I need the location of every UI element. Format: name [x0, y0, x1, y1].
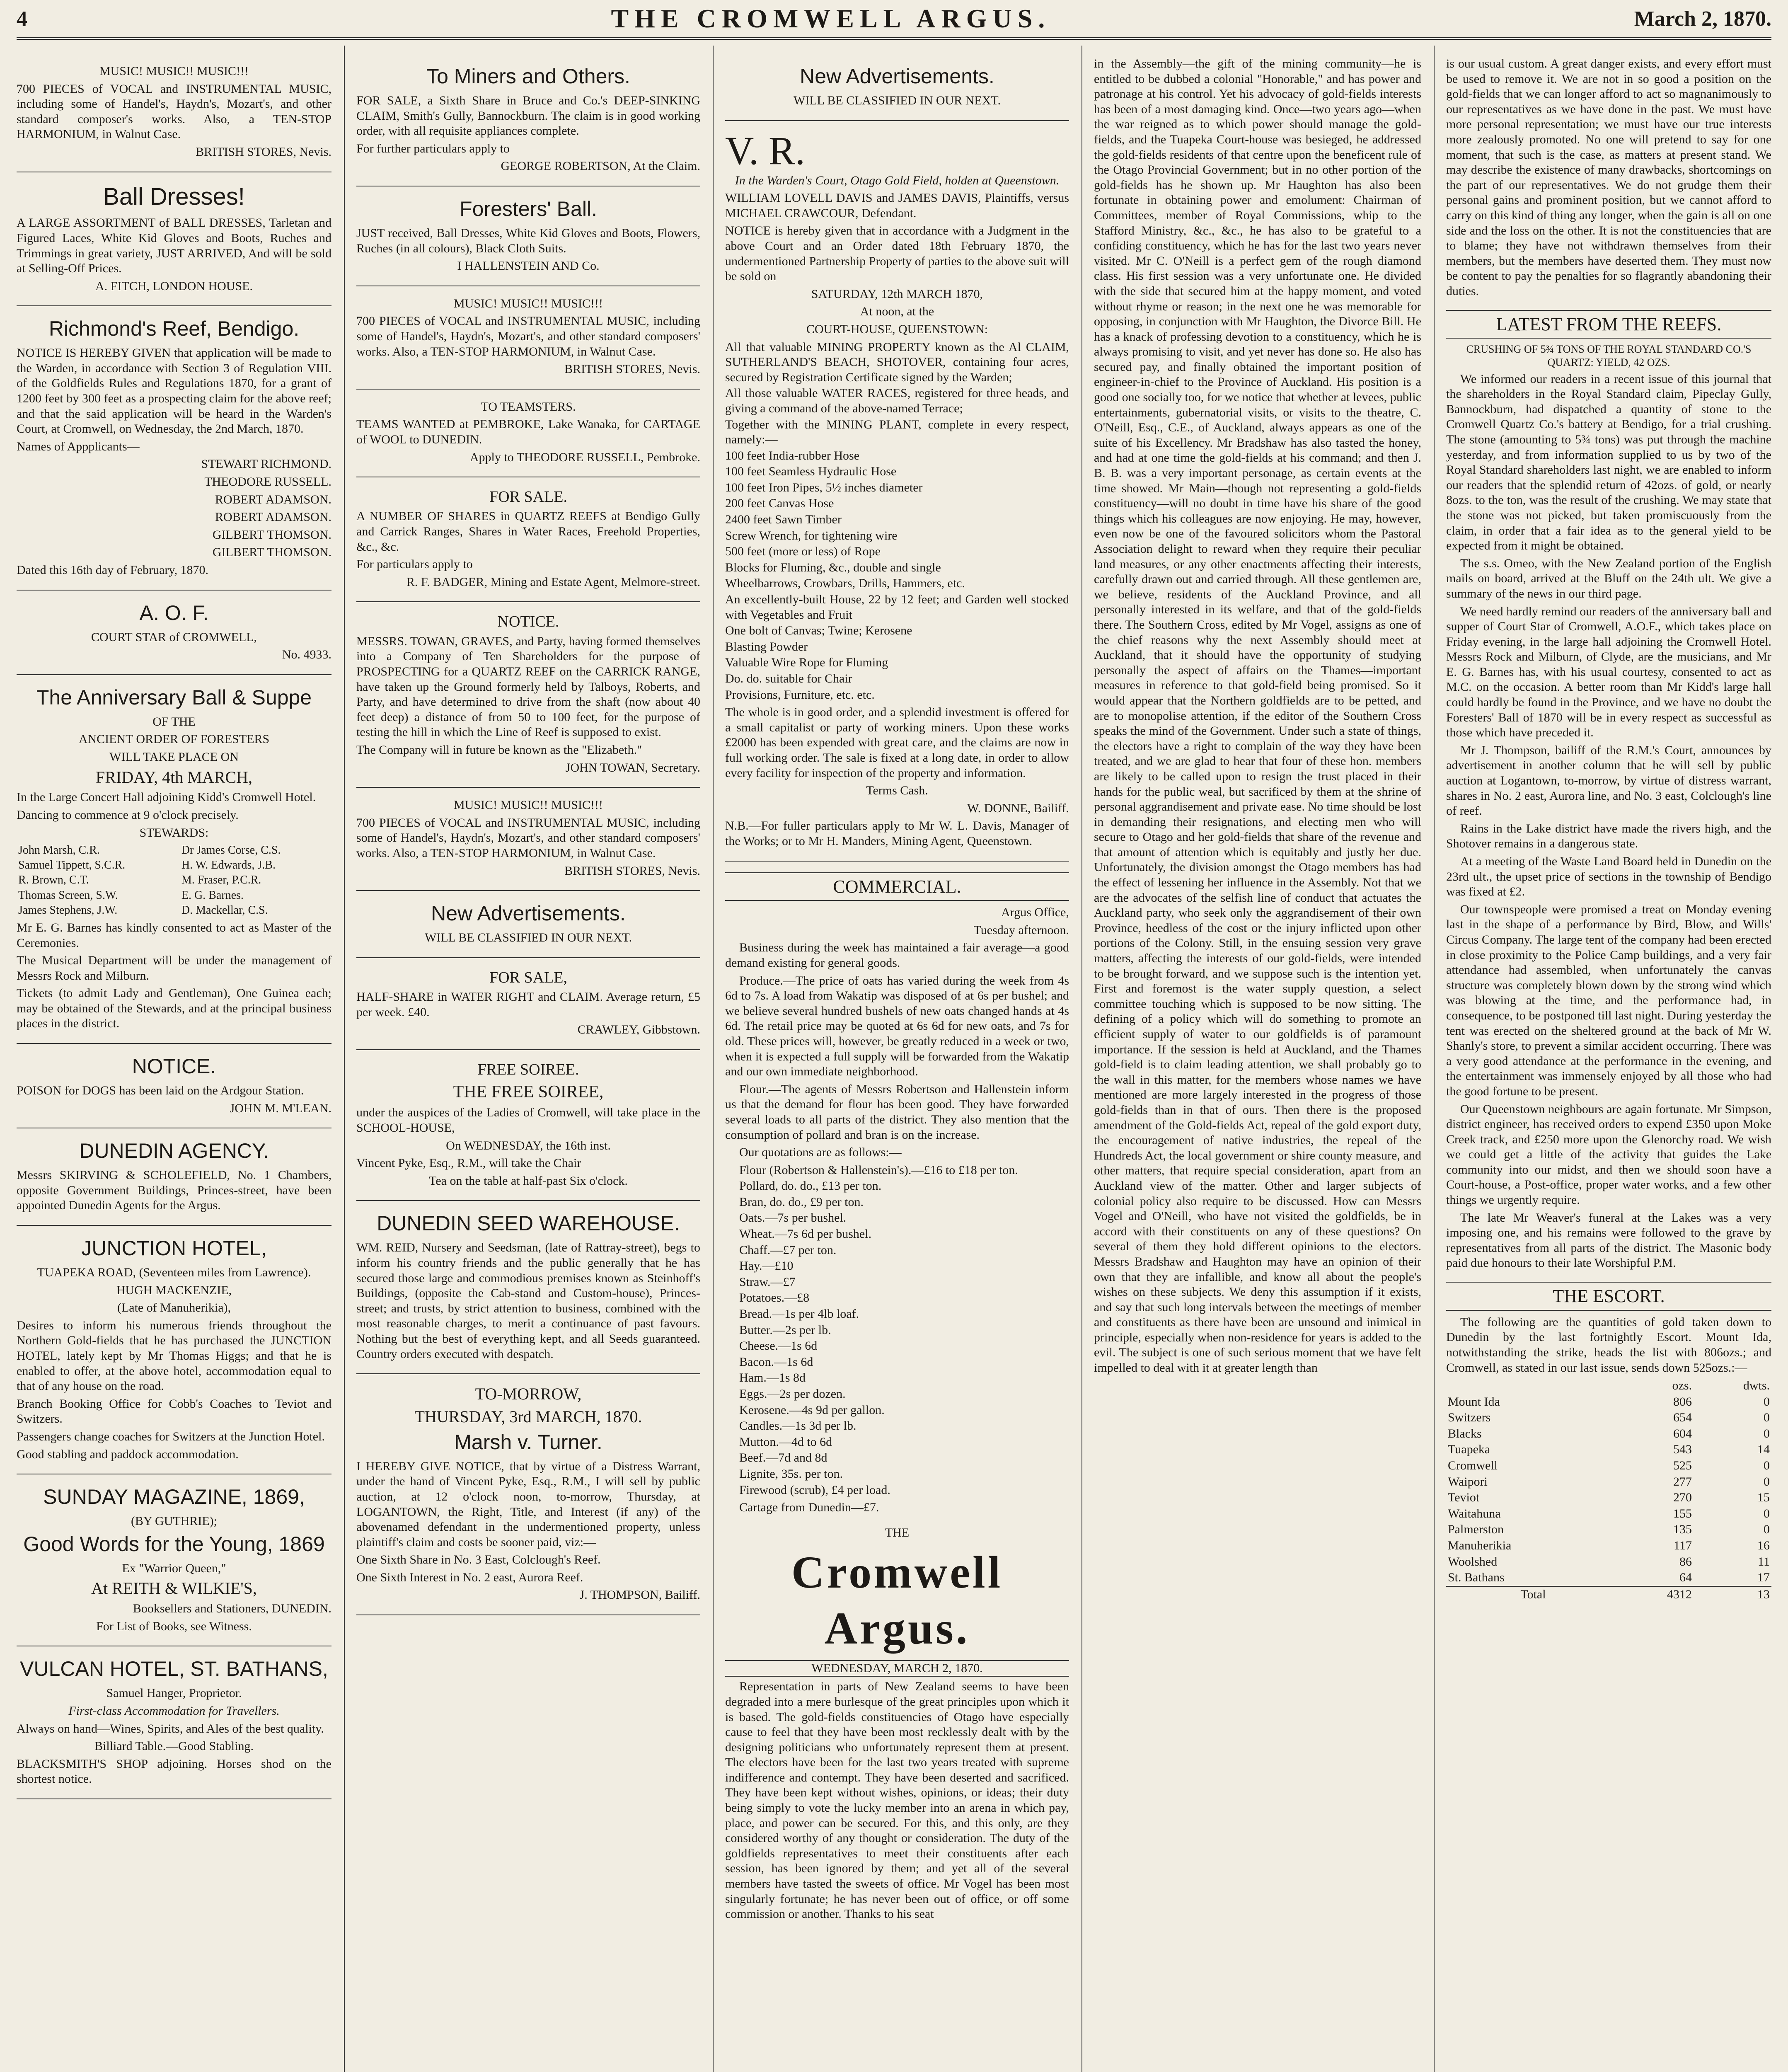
- ad-body: FOR SALE, a Sixth Share in Bruce and Co.'s DEEP-SINKING CLAIM, Smith's Gully, Bannockburn. The claim is in good working order, with all requisite appliances complete.: [356, 94, 700, 138]
- ad-heading: Richmond's Reef, Bendigo.: [48, 317, 300, 341]
- table-row: [1446, 1394, 1771, 1410]
- cell: 117: [1674, 1539, 1692, 1553]
- editorial-end: [1446, 56, 1771, 299]
- paragraph: Business during the week has maintained a fair average—a good demand existing for general goods.: [725, 941, 1069, 970]
- quotation: Bread.—1s per 4lb loaf.: [739, 1307, 859, 1321]
- applicant-name: ROBERT ADAMSON.: [215, 510, 331, 524]
- cell: 14: [1757, 1443, 1770, 1457]
- cell: Teviot: [1448, 1491, 1480, 1505]
- quotation: Lignite, 35s. per ton.: [739, 1467, 843, 1481]
- ad-heading: FREE SOIREE.: [477, 1060, 579, 1078]
- steward: D. Mackellar, C.S.: [181, 903, 268, 917]
- list-item: 2400 feet Sawn Timber: [725, 513, 842, 527]
- ad-text: Tuesday afternoon.: [973, 923, 1069, 937]
- list-item: One Sixth Interest in No. 2 east, Aurora Reef.: [356, 1570, 583, 1584]
- steward: M. Fraser, P.C.R.: [181, 874, 261, 887]
- news-item: The s.s. Omeo, with the New Zealand portion of the English mails on board, arrived at the Bluff on the 24th ult. We give a summary of the news in our third page.: [1446, 556, 1771, 600]
- quotation: Hay.—£10: [739, 1259, 794, 1273]
- quotation: Firewood (scrub), £4 per load.: [739, 1483, 890, 1497]
- quotation: Eggs.—2s per dozen.: [739, 1387, 846, 1401]
- applicant-name: THEODORE RUSSELL.: [204, 475, 331, 489]
- cell: Mount Ida: [1448, 1394, 1500, 1409]
- quotation: Kerosene.—4s 9d per gallon.: [739, 1403, 885, 1417]
- music-ad-2: [356, 286, 700, 390]
- list-item: Valuable Wire Rope for Fluming: [725, 656, 888, 670]
- table-row: [1446, 1426, 1771, 1442]
- cell: 0: [1764, 1506, 1770, 1520]
- cell: 0: [1764, 1394, 1770, 1409]
- page-number: 4: [17, 7, 27, 31]
- paragraph: The following are the quantities of gold taken down to Dunedin by the last fortnightly Escort. Mount Ida, notwithstanding the strike, heads the list with 806ozs.; and Cromwell, as stated in our last issue, sends down 525ozs.:—: [1446, 1315, 1771, 1375]
- column-5: [1446, 54, 1771, 2072]
- cell: 270: [1673, 1491, 1692, 1505]
- list-item: 100 feet Iron Pipes, 5½ inches diameter: [725, 480, 923, 494]
- ad-signature: BRITISH STORES, Nevis.: [564, 864, 700, 878]
- list-item: Blocks for Fluming, &c., double and single: [725, 560, 941, 574]
- section-subheading: CRUSHING OF 5¾ TONS OF THE ROYAL STANDARD CO.'S QUARTZ: YIELD, 42 OZS.: [1466, 343, 1752, 368]
- section-subheading: WILL BE CLASSIFIED IN OUR NEXT.: [425, 931, 632, 945]
- quotation: Chaff.—£7 per ton.: [739, 1243, 837, 1257]
- cell: Cromwell: [1448, 1459, 1498, 1473]
- music-ad-3: [356, 788, 700, 891]
- section-heading: New Advertisements.: [431, 902, 626, 925]
- paragraph: Our quotations are as follows:—: [739, 1145, 902, 1159]
- steward: John Marsh, C.R.: [18, 844, 100, 857]
- ad-heading: DUNEDIN AGENCY.: [79, 1139, 269, 1163]
- column-1: [17, 54, 331, 2072]
- cell: 17: [1757, 1571, 1770, 1585]
- cell: Waitahuna: [1448, 1506, 1501, 1520]
- ad-heading: Marsh v. Turner.: [454, 1430, 602, 1454]
- table-row: [1446, 1522, 1771, 1538]
- ad-text: WILLIAM LOVELL DAVIS and JAMES DAVIS, Plaintiffs, versus MICHAEL CRAWCOUR, Defendant.: [725, 191, 1069, 220]
- music-ad: [17, 54, 331, 172]
- miners-ad: [356, 54, 700, 186]
- quotation: Straw.—£7: [739, 1275, 796, 1289]
- cell: 155: [1673, 1506, 1692, 1520]
- ad-date: SATURDAY, 12th MARCH 1870,: [811, 287, 983, 301]
- list-item: 100 feet Seamless Hydraulic Hose: [725, 465, 897, 479]
- ad-heading: NOTICE.: [497, 613, 559, 631]
- table-row: [1446, 1490, 1771, 1506]
- list-item: Provisions, Furniture, etc. etc.: [725, 687, 875, 702]
- news-item: Our Queenstown neighbours are again fortunate. Mr Simpson, district engineer, has received orders to expend £350 upon Moke Creek track, and £250 more upon the Glenorchy road. We wish we could get a little of the activity that guides the Lake community into our midst, and then we should soon have a Court-house, a Post-office, proper water works, and a few other things we urgently require.: [1446, 1102, 1771, 1207]
- towan-notice-ad: [356, 602, 700, 788]
- table-row: [1446, 1538, 1771, 1554]
- paragraph: We informed our readers in a recent issue of this journal that the shareholders in the Royal Standard claim, Pipeclay Gully, Bannockburn, had dispatched a quantity of stone to the Cromwell Quartz Co.'s battery at Bendigo, for a trial crushing. The stone (amounting to 5¾ tons) was put through the machine yesterday, and from information supplied to us by two of the Royal Standard shareholders last night, we are enabled to inform our readers that the splendid return of 42ozs. of gold, or nearly 8ozs. to the ton, was the result of the crushing. We may state that the stone was not picked, but taken promiscuously from the claim, in order that a fair idea as to the general yield to be expected from it might be obtained.: [1446, 372, 1771, 553]
- quotation: Candles.—1s 3d per lb.: [739, 1419, 856, 1433]
- ad-body: JUST received, Ball Dresses, White Kid Gloves and Boots, Flowers, Ruches (in all colours), Black Cloth Suits.: [356, 226, 700, 255]
- cell: Woolshed: [1448, 1554, 1498, 1569]
- steward: Samuel Tippett, S.C.R.: [18, 859, 126, 872]
- ad-body: NOTICE is hereby given that in accordance with a Judgment in the above Court and an Order dated 18th February 1870, the undermentioned Partnership Property of parties to the above suit will be sold on: [725, 224, 1069, 283]
- table-row: [1446, 1506, 1771, 1522]
- list-item: One Sixth Share in No. 3 East, Colclough's Reef.: [356, 1553, 601, 1567]
- books-ad: [17, 1474, 331, 1646]
- ad-heading: TO TEAMSTERS.: [481, 399, 576, 414]
- quotation: Cheese.—1s 6d: [739, 1339, 818, 1353]
- quotation: Bran, do. do., £9 per ton.: [739, 1195, 864, 1209]
- cell: St. Bathans: [1448, 1571, 1505, 1585]
- ad-number: No. 4933.: [282, 648, 331, 662]
- editorial-paragraph: in the Assembly—the gift of the mining community—he is entitled to be dubbed a colonial "Honorable," and has power and patronage at his control. Yet his advocacy of gold-fields interests has been of a most damaging kind. Once—two years ago—when the war reigned as to which power should manage the gold-fields, and the Tuapeka Court-house was besieged, he addressed the gold-fields residents of that centre upon the beneficent rule of the Otago Provincial Government; but in no other portion of the gold-fields has he shown up. Mr Haughton has also been fortunate in obtaining power and emolument: Chairman of Committees, member of Royal Commissions, whip to the Stafford Ministry, &c., &c., he has also to be grateful to a confiding constituency, which he has for the last two years never visited. Mr C. O'Neill is a perfect gem of the rough diamond class. His first session was a very unfortunate one. He divided with the side that secured him at the happy moment, and voted without rhyme or reason; in the next one he was memorable for opposing, in conjunction with Mr Haughton, the Divorce Bill. He has a knack of professing devotion to a constituency, which he is always promising to visit, and yet never has done so. He also has secured pay, and finally obtained the important position of engineer-in-chief to the Province of Auckland. His position is a good one socially too, for we notice that whether at levees, public entertainments, gubernatorial visits, or visits to the theatre, C. O'Neill, Esq., C.E., of Auckland, always appears as one of the suite of his Excellency. Mr Bradshaw has also tasted the honey, and had at one time the gold-fields at his command; and then J. B. B. was a very important personage, as certain events at the time showed. Mr Main—though not representing a gold-fields constituency—will no doubt in time have his share of the good things which his colleagues are now enjoying. He may, however, even now be one of the favoured solicitors whom the Pastoral Association delight to reward when they require their peculiar land measures, or any other enactments affecting their interests, carefully drawn out and carried through. All these gentlemen are, we believe, residents of the Auckland Province, and all personally interested in its welfare, and that of the gold-fields there. The Southern Cross, edited by Mr Vogel, assigns as one of the chief reasons why the next Assembly should meet at Auckland, that it should have the opportunity of studying personally the aspect of affairs on the Thames—important measures in reference to that gold-field being promised. So it would appear that the Northern goldfields are to be petted, and are to monopolise attention, if the editor of the Southern Cross speaks the mind of the Government. Under such a state of things, the electors have a right to complain of the way they have been treated, and we are glad to hear that four of these hon. members are likely to be called upon to resign the trust placed in their hands for the public weal, but sacrificed by them at the shrine of personal aggrandisement and private ease. No time should be lost in demanding their resignations, and electing men who will secure to Otago and her gold-fields that share of the revenue and that amount of attention which is equitably and justly her due. Unfortunately, the division amongst the Otago members has had the effect of lessening her influence in the Assembly. Not that we are the advocates of the selfish line of conduct that actuates the Auckland party, who seek only the aggrandisement of their own Province, heedless of the cost or the injury inflicted upon other portions of the Colony. Still, in the ensuing session very grave matters, affecting the interests of our gold-fields, were intended to be brought forward, and we suppose such is the intention yet. First and foremost is the water supply question, a select committee touching which is supposed to be now sitting. The defining of a policy which will do something to promote an efficient supply of water to our goldfields is of paramount importance. If the session is held at Auckland, and the Thames gold-field is to claim leading attention, we shall probably go to the wall in this matter, for the members whose names we have mentioned are more largely interested in the progress of those gold-fields than in that of ours. Then there is the proposed amendment of the Gold-fields Act, repeal of the gold export duty, the encouragement of native industries, the repeal of the Hundreds Act, the local government or shire county measure, and other matters, that require special consideration, apart from an Auckland view of the matter. Other and larger subjects of colonial policy also require to be discussed. How can Messrs Vogel and O'Neill, who have not visited the goldfields, be in accord with their constituents on any of these questions? On several of them they hold different opinions to the electors. Messrs Bradshaw and Haughton may have an opinion of their own that they are infallible, and know all about the people's wishes on these subjects. We deny this assumption if it exists, and say that such long intervals between the meetings of member and constituents as there have been are unsound and inimical in principle, especially when non-residence for years is added to the evil. The subject is one of such serious moment that we have felt impelled to deal with it at greater length than: [1094, 57, 1421, 1375]
- cell: 15: [1757, 1491, 1770, 1505]
- ad-text: COURT-HOUSE, QUEENSTOWN:: [806, 322, 988, 336]
- ad-heading: Foresters' Ball.: [460, 197, 597, 220]
- news-item: Our townspeople were promised a treat on Monday evening last in the shape of a performance by Bird, Blow, and Wills' Circus Company. The large tent of the company had been erected in close proximity to the Police Camp buildings, and a very fair attendance had assembled, when unfortunately the canvas structure was completely blown down by the strong wind which was blowing at the time, and the performance had, in consequence, to be postponed till last night. During yesterday the tent was erected on the sheltered ground at the back of Mr W. Shanly's store, to prevent a similar accident occurring. There was a very good attendance at the performance in the evening, and the entertainment was immensely enjoyed by all those who had the good fortune to be present.: [1446, 902, 1771, 1098]
- news-items: [1446, 556, 1771, 1271]
- cell: 0: [1764, 1474, 1770, 1489]
- ad-text: Always on hand—Wines, Spirits, and Ales of the best quality.: [17, 1721, 324, 1736]
- cell: 11: [1758, 1554, 1770, 1569]
- section-heading: New Advertisements.: [800, 65, 994, 88]
- ad-heading: FOR SALE,: [489, 968, 567, 986]
- quotation: Potatoes.—£8: [739, 1291, 810, 1305]
- ad-text: Vincent Pyke, Esq., R.M., will take the Chair: [356, 1156, 581, 1170]
- column-3: [725, 54, 1069, 2072]
- reefs-article: [1446, 310, 1771, 554]
- ad-signature: BRITISH STORES, Nevis.: [564, 362, 700, 376]
- table-row: [1446, 1554, 1771, 1570]
- junction-hotel-ad: [17, 1226, 331, 1474]
- ad-heading: TO-MORROW,: [475, 1385, 582, 1404]
- ad-text: Mr E. G. Barnes has kindly consented to act as Master of the Ceremonies.: [17, 920, 331, 950]
- steward: E. G. Barnes.: [181, 888, 244, 902]
- applicant-name: ROBERT ADAMSON.: [215, 492, 331, 506]
- column-rule: [713, 46, 714, 2072]
- ad-text: First-class Accommodation for Travellers.: [68, 1704, 280, 1718]
- steward: James Stephens, J.W.: [18, 903, 118, 917]
- cell: 543: [1673, 1443, 1692, 1457]
- ad-text: (Late of Manuherikia),: [117, 1301, 231, 1315]
- ad-subheading: In the Warden's Court, Otago Gold Field, holden at Queenstown.: [735, 173, 1060, 187]
- property-list: [725, 340, 1069, 703]
- ad-heading: Ball Dresses!: [103, 183, 245, 210]
- ad-text: At noon, at the: [860, 305, 934, 319]
- ad-text: N.B.—For fuller particulars apply to Mr W. L. Davis, Manager of the Works; or to Mr H. Manders, Mining Agent, Queenstown.: [725, 819, 1069, 848]
- ad-owner: Samuel Hanger, Proprietor.: [106, 1686, 242, 1700]
- cell: 0: [1764, 1459, 1770, 1473]
- applicant-name: STEWART RICHMOND.: [201, 457, 331, 471]
- ad-heading: MUSIC! MUSIC!! MUSIC!!!: [453, 798, 603, 812]
- news-item: At a meeting of the Waste Land Board held in Dunedin on the 23rd ult., the upset price of sections in the township of Bendigo was fixed at £2.: [1446, 854, 1771, 899]
- ad-text: The Company will in future be known as the "Elizabeth.": [356, 743, 642, 757]
- column-rule: [1434, 46, 1435, 2072]
- list-item: An excellently-built House, 22 by 12 feet; and Garden well stocked with Vegetables and Fruit: [725, 593, 1069, 622]
- cell: 654: [1673, 1411, 1692, 1425]
- cell: 4312: [1667, 1587, 1692, 1601]
- cell: Switzers: [1448, 1411, 1491, 1425]
- table-row: [1446, 1442, 1771, 1458]
- ball-dresses-ad: [17, 172, 331, 307]
- editorial-continued: [1094, 56, 1421, 1376]
- new-ads-heading: [725, 54, 1069, 121]
- ad-subheading: THE FREE SOIREE,: [453, 1082, 604, 1102]
- ad-signature: CRAWLEY, Gibbstown.: [577, 1023, 700, 1037]
- ad-heading: VULCAN HOTEL, ST. BATHANS,: [20, 1657, 328, 1681]
- ad-text: BLACKSMITH'S SHOP adjoining. Horses shod on the shortest notice.: [17, 1757, 331, 1786]
- ad-text: Terms Cash.: [866, 784, 928, 798]
- ad-heading: MUSIC! MUSIC!! MUSIC!!!: [453, 296, 603, 310]
- cell: Manuherikia: [1448, 1539, 1512, 1553]
- ad-text: Booksellers and Stationers, DUNEDIN.: [133, 1602, 331, 1616]
- shares-for-sale-ad: [356, 477, 700, 602]
- quotation: Flour (Robertson & Hallenstein's).—£16 to £18 per ton.: [739, 1163, 1018, 1177]
- ad-heading: To Miners and Others.: [426, 65, 630, 88]
- list-item: Wheelbarrows, Crowbars, Drills, Hammers, etc.: [725, 576, 965, 591]
- ad-signature: Apply to THEODORE RUSSELL, Pembroke.: [469, 450, 700, 464]
- table-header: [1446, 1378, 1771, 1394]
- table-row: [1446, 1458, 1771, 1474]
- ad-text: For further particulars apply to: [356, 141, 510, 155]
- table-total: [1446, 1586, 1771, 1603]
- ad-signature: A. FITCH, LONDON HOUSE.: [95, 279, 253, 293]
- court-sale-ad: [725, 121, 1069, 862]
- section-subheading: WILL BE CLASSIFIED IN OUR NEXT.: [794, 94, 1001, 107]
- teamsters-ad: [356, 390, 700, 477]
- ad-text: The whole is in good order, and a splendid investment is offered for a small capitalist or party of working miners. Upon these works £2000 has been expended with great care, and the claims are now in full working order. The sale is fixed at a long date, in order to allow every facility for inspection of the property and information.: [725, 705, 1069, 780]
- ad-body: 700 PIECES of VOCAL and INSTRUMENTAL MUSIC, including some of Handel's, Haydn's, Mozart's, and other standard composer's works. Also, a TEN-STOP HARMONIUM, in Walnut Case.: [17, 82, 331, 141]
- paragraph: Cartage from Dunedin—£7.: [739, 1501, 879, 1515]
- quotation: Butter.—2s per lb.: [739, 1323, 831, 1337]
- ad-heading: NOTICE.: [132, 1055, 216, 1078]
- quotations-list: [725, 1163, 1069, 1498]
- list-item: Together with the MINING PLANT, complete in every respect, namely:—: [725, 417, 1069, 447]
- seed-warehouse-ad: [356, 1201, 700, 1374]
- ad-signature: R. F. BADGER, Mining and Estate Agent, Melmore-street.: [406, 575, 700, 589]
- ad-heading: A. O. F.: [139, 601, 209, 625]
- list-item: 200 feet Canvas Hose: [725, 496, 834, 511]
- ad-body: Messrs SKIRVING & SCHOLEFIELD, No. 1 Chambers, opposite Government Buildings, Princes-street, have been appointed Dunedin Agents for the Argus.: [17, 1168, 331, 1213]
- news-item: The late Mr Weaver's funeral at the Lakes was a very imposing one, and his remains were followed to the grave by representatives from all parts of the district. The Masonic body paid due honours to their late Worshipful P.M.: [1446, 1210, 1771, 1270]
- section-heading: THE ESCORT.: [1446, 1282, 1771, 1311]
- section-heading: COMMERCIAL.: [725, 872, 1069, 901]
- ad-body: NOTICE IS HEREBY GIVEN that application will be made to the Warden, in accordance with Section 3 of Regulation VIII. of the Goldfields Rules and Regulations 1870, for a grant of 1200 feet by 300 feet as a prospecting claim for the above reef; and that the said application will be heard in the Warden's Court, at Cromwell, on Wednesday, the 2nd March, 1870.: [17, 346, 331, 436]
- quotation: Mutton.—4d to 6d: [739, 1435, 832, 1449]
- cell: 86: [1679, 1554, 1692, 1569]
- list-item: Screw Wrench, for tightening wire: [725, 528, 898, 542]
- masthead-title: THE CROMWELL ARGUS.: [611, 4, 1051, 33]
- quotation: Oats.—7s per bushel.: [739, 1211, 847, 1225]
- quotation: Wheat.—7s 6d per bushel.: [739, 1227, 872, 1241]
- ad-signature: JOHN M. M'LEAN.: [230, 1101, 331, 1115]
- ad-body: A LARGE ASSORTMENT of BALL DRESSES, Tarletan and Figured Laces, White Kid Gloves and Boots, Ruches and Trimmings in great variety, JUST ARRIVED, And will be sold at Selling-Off Prices.: [17, 216, 331, 276]
- list-item: 500 feet (more or less) of Rope: [725, 545, 881, 559]
- ad-text: Branch Booking Office for Cobb's Coaches to Teviot and Switzers.: [17, 1397, 331, 1426]
- table-row: [1446, 1410, 1771, 1426]
- quotation: Ham.—1s 8d: [739, 1371, 806, 1385]
- column-2: [356, 54, 700, 2072]
- ad-subheading: TUAPEKA ROAD, (Seventeen miles from Lawrence).: [37, 1266, 311, 1280]
- ad-text: Argus Office,: [1001, 905, 1069, 920]
- stewards-table: [17, 843, 331, 918]
- court-star-ad: [17, 591, 331, 675]
- ad-body: MESSRS. TOWAN, GRAVES, and Party, having formed themselves into a Company of Ten Shareholders for the purpose of PROSPECTING for a QUARTZ REEF on the CARRICK RANGE, have taken up the Ground formerly held by Talboys, Roberts, and Party, and have determined to drive from the shaft (now about 40 feet deep) a distance of from 50 to 100 feet, for the purpose of testing the hill in which the Line of Reef is supposed to exist.: [356, 634, 700, 739]
- ad-body: 700 PIECES of VOCAL and INSTRUMENTAL MUSIC, including some of Handel's, Haydn's, Mozart's, and other standard composers' works. Also, a TEN-STOP HARMONIUM, in Walnut Case.: [356, 314, 700, 358]
- half-share-ad: [356, 958, 700, 1050]
- ad-text: OF THE: [152, 714, 196, 729]
- free-soiree-ad: [356, 1050, 700, 1201]
- ad-owner: HUGH MACKENZIE,: [116, 1283, 232, 1297]
- paper-title-the: THE: [885, 1525, 910, 1539]
- cell: Tuapeka: [1448, 1443, 1490, 1457]
- column-header: ozs.: [1672, 1379, 1692, 1393]
- commercial-section: [725, 872, 1069, 1515]
- cell: 0: [1764, 1411, 1770, 1425]
- ad-body: A NUMBER OF SHARES in QUARTZ REEFS at Bendigo Gully and Carrick Ranges, Shares in Water Races, Freehold Properties, &c., &c.: [356, 509, 700, 554]
- news-item: We need hardly remind our readers of the anniversary ball and supper of Court Star of Cromwell, A.O.F., which takes place on Friday evening, in the large hall adjoining the Cromwell Hotel. Messrs Rock and Milburn, of Clyde, are the musicians, and Mr E. G. Barnes has, with his usual courtesy, consented to act as M.C. on the occasion. A better room than Mr Kidd's large hall could hardly be found in the Province, and we have no doubt the Foresters' Ball of 1870 will be in every respect as successful as those which have preceded it.: [1446, 604, 1771, 740]
- quotation: Bacon.—1s 6d: [739, 1355, 813, 1369]
- ad-text: Tea on the table at half-past Six o'clock.: [429, 1174, 628, 1188]
- ad-text: At REITH & WILKIE'S,: [91, 1579, 257, 1598]
- ad-body: under the auspices of the Ladies of Cromwell, will take place in the SCHOOL-HOUSE,: [356, 1106, 700, 1135]
- ad-signature: BRITISH STORES, Nevis.: [196, 145, 331, 159]
- dunedin-agency-ad: [17, 1128, 331, 1226]
- ad-body: HALF-SHARE in WATER RIGHT and CLAIM. Average return, £5 per week. £40.: [356, 990, 700, 1019]
- cell: Blacks: [1448, 1426, 1482, 1440]
- column-header: dwts.: [1743, 1379, 1770, 1393]
- foresters-ball-ad: [356, 186, 700, 286]
- masthead-date: March 2, 1870.: [1634, 7, 1771, 31]
- ad-text: For List of Books, see Witness.: [96, 1619, 252, 1633]
- list-item: Do. do. suitable for Chair: [725, 672, 852, 685]
- cell: 806: [1673, 1394, 1692, 1409]
- ad-text: ANCIENT ORDER OF FORESTERS: [78, 732, 270, 746]
- masthead: [17, 0, 1771, 40]
- ad-date: On WEDNESDAY, the 16th inst.: [446, 1138, 611, 1152]
- applicant-name: GILBERT THOMSON.: [212, 528, 331, 542]
- ad-signature: I HALLENSTEIN AND Co.: [457, 259, 600, 273]
- paper-date: WEDNESDAY, MARCH 2, 1870.: [725, 1660, 1069, 1677]
- ad-body: WM. REID, Nursery and Seedsman, (late of Rattray-street), begs to inform his country friends and the public generally that he has secured those large and commodious premises known as Steinhoff's Buildings, (opposite the Cab-stand and Custom-house), Princes-street; and trusts, by strict attention to business, combined with the most reasonable charges, to merit a continuance of past favours. Nothing but the best of everything kept, and all Seeds guaranteed. Country orders executed with despatch.: [356, 1241, 700, 1361]
- escort-table: [1446, 1378, 1771, 1602]
- ad-text: Passengers change coaches for Switzers at the Junction Hotel.: [17, 1429, 325, 1443]
- list-item: All those valuable WATER RACES, registered for three heads, and giving a command of the above-named Terrace;: [725, 386, 1069, 415]
- anniversary-ball-ad: [17, 675, 331, 1044]
- cell: 13: [1757, 1587, 1770, 1601]
- list-item: One bolt of Canvas; Twine; Kerosene: [725, 624, 912, 638]
- ad-text: In the Large Concert Hall adjoining Kidd's Cromwell Hotel.: [17, 790, 316, 804]
- new-ads-heading: [356, 891, 700, 958]
- ad-text: Ex "Warrior Queen,": [122, 1561, 226, 1575]
- cell: 64: [1679, 1571, 1692, 1585]
- cell: 16: [1757, 1539, 1770, 1553]
- ad-heading: SUNDAY MAGAZINE, 1869,: [43, 1485, 305, 1509]
- ad-text: Billiard Table.—Good Stabling.: [94, 1739, 254, 1753]
- ad-text: (BY GUTHRIE);: [131, 1514, 218, 1528]
- ad-body: Desires to inform his numerous friends throughout the Northern Gold-fields that he has purchased the JUNCTION HOTEL, lately kept by Mr Thomas Higgs; and that he is enabled to offer, at the above hotel, accommodation equal to that of any house on the road.: [17, 1318, 331, 1393]
- cell: Waipori: [1448, 1474, 1488, 1489]
- ad-text: The Musical Department will be under the management of Messrs Rock and Milburn.: [17, 954, 331, 983]
- steward: Thomas Screen, S.W.: [18, 888, 118, 902]
- cell: 135: [1673, 1523, 1692, 1537]
- poison-notice-ad: [17, 1044, 331, 1128]
- ad-signature: J. THOMPSON, Bailiff.: [579, 1588, 700, 1602]
- steward: H. W. Edwards, J.B.: [181, 859, 276, 872]
- ad-label: Names of Appplicants—: [17, 439, 140, 453]
- ad-text: Dancing to commence at 9 o'clock precisely.: [17, 808, 239, 822]
- ad-date: THURSDAY, 3rd MARCH, 1870.: [414, 1407, 642, 1426]
- cell: 0: [1764, 1523, 1770, 1537]
- ad-signature: W. DONNE, Bailiff.: [967, 801, 1069, 815]
- cell: 0: [1764, 1426, 1770, 1440]
- ad-date: Dated this 16th day of February, 1870.: [17, 563, 208, 577]
- ad-subheading: COURT STAR of CROMWELL,: [91, 630, 257, 644]
- news-item: Rains in the Lake district have made the rivers high, and the Shotover remains in a dangerous state.: [1446, 821, 1771, 851]
- cell: 604: [1673, 1426, 1692, 1440]
- ad-text: WILL TAKE PLACE ON: [109, 750, 239, 764]
- escort-article: [1446, 1282, 1771, 1602]
- cell: Total: [1520, 1587, 1546, 1601]
- ad-body: TEAMS WANTED at PEMBROKE, Lake Wanaka, for CARTAGE of WOOL to DUNEDIN.: [356, 417, 700, 446]
- list-item: Blasting Powder: [725, 639, 808, 654]
- quotation: Beef.—7d and 8d: [739, 1451, 827, 1465]
- paper-title: Cromwell Argus.: [791, 1547, 1003, 1653]
- applicant-name: GILBERT THOMSON.: [212, 545, 331, 559]
- richmonds-reef-ad: [17, 306, 331, 590]
- stewards-label: STEWARDS:: [139, 825, 209, 840]
- ad-signature: JOHN TOWAN, Secretary.: [565, 760, 700, 775]
- cell: Palmerston: [1448, 1523, 1504, 1537]
- column-rule: [344, 46, 345, 2072]
- paragraph: Produce.—The price of oats has varied during the week from 4s 6d to 7s. A load from Wakatip was disposed of at 6s per bushel; and we believe several hundred bushels of new oats changed hands at 4s 6d. The retail price may be quoted at 6s 6d for new oats, and 7s for old. These prices will, however, be greatly reduced in a week or two, when it is expected a full supply will be forwarded from the Wakatip and our own immediate neighborhood.: [725, 973, 1069, 1079]
- ad-heading: JUNCTION HOTEL,: [81, 1237, 267, 1260]
- ad-date: FRIDAY, 4th MARCH,: [96, 767, 252, 787]
- ad-heading: FOR SALE.: [489, 488, 567, 506]
- paragraph: Flour.—The agents of Messrs Robertson and Hallenstein inform us that the demand for flour has been good. They have forwarded several loads to all parts of the district. They also mention that the consumption of pollard and bran is on the increase.: [725, 1082, 1069, 1142]
- news-item: Mr J. Thompson, bailiff of the R.M.'s Court, announces by advertisement in another column that he will sell by public auction at Logantown, to-morrow, by virtue of distress warrant, shares in No. 2 east, Aurora line, and No. 3 east, Colclough's line of reef.: [1446, 743, 1771, 818]
- steward: Dr James Corse, C.S.: [181, 844, 281, 857]
- quotation: Pollard, do. do., £13 per ton.: [739, 1179, 882, 1193]
- section-heading: LATEST FROM THE REEFS.: [1446, 310, 1771, 339]
- ad-body: I HEREBY GIVE NOTICE, that by virtue of a Distress Warrant, under the hand of Vincent Pyke, Esq., R.M., I will sell by public auction, at 12 o'clock noon, to-morrow, Thursday, at LOGANTOWN, the Right, Title, and Interest (if any) of the abovenamed defendant in the undermentioned property, unless plaintiff's claim and costs be sooner paid, viz:—: [356, 1459, 700, 1549]
- ad-text: For particulars apply to: [356, 557, 473, 571]
- ad-signature: GEORGE ROBERTSON, At the Claim.: [501, 159, 700, 173]
- table-row: [1446, 1570, 1771, 1586]
- table-row: [1446, 1474, 1771, 1490]
- ad-text: Good stabling and paddock accommodation.: [17, 1447, 239, 1461]
- ad-body: POISON for DOGS has been laid on the Ardgour Station.: [17, 1084, 304, 1098]
- ad-heading: MUSIC! MUSIC!! MUSIC!!!: [99, 64, 249, 78]
- editorial-paragraph: is our usual custom. A great danger exists, and every effort must be used to remove it. We are not in so good a position on the gold-fields that we can longer afford to act so magnanimously to our representatives as we have done in the past. We must have more personal representation; we must have our true interests more zealously promoted. No one will pretend to say for one moment, that such is the case, as matters at present stand. We may describe the existence of many drawbacks, shortcomings on the part of our representatives. We do not grudge them their personal gains and prominent position, but we cannot afford to carry on this kind of thing any longer, when the gain is all on one side and the loss on the other. It is not the constituencies that are to blame; they have not withdrawn themselves from their members, but the members have deserted them. They must now be content to pay the penalties for so flagrantly abandoning their duties.: [1446, 57, 1771, 298]
- ad-heading: DUNEDIN SEED WAREHOUSE.: [377, 1212, 680, 1235]
- editorial-paragraph: Representation in parts of New Zealand seems to have been degraded into a mere burlesque of the great principles upon which it is based. The gold-fields constituencies of Otago have especially cause to feel that they have been most recklessly dealt with by the designing politicians who unfortunately represent them at present. The electors have been for the last two years treated with supreme indifference and contempt. They have been deserted and sacrificed. They have been kept without wishes, opinions, or ideas; their duty being simply to vote the lucky member into an arena in which pay, place, and power can be secured. For this, and this only, are they considered worthy of any thought or consideration. The duty of the goldfields representatives to meet their constituents after each session, has been ignored by them; and yet all of the several members have tasted the sweets of office. Mr Vogel has been most singularly fortunate; he has never been out of office, or off some commission or another. Thanks to his seat: [725, 1680, 1069, 1921]
- list-item: 100 feet India-rubber Hose: [725, 448, 860, 462]
- vulcan-hotel-ad: [17, 1646, 331, 1799]
- cell: 525: [1673, 1459, 1692, 1473]
- column-4: [1094, 54, 1421, 2072]
- list-item: All that valuable MINING PROPERTY known as the Al CLAIM, SUTHERLAND'S BEACH, SHOTOVER, containing four acres, secured by Registration Certificate signed by the Warden;: [725, 340, 1069, 384]
- ad-heading: Good Words for the Young, 1869: [23, 1532, 325, 1556]
- steward: R. Brown, C.T.: [18, 874, 89, 887]
- editorial: [725, 1525, 1069, 1922]
- cell: 277: [1673, 1474, 1692, 1489]
- ad-heading: The Anniversary Ball & Suppe: [36, 685, 312, 709]
- ad-body: 700 PIECES of VOCAL and INSTRUMENTAL MUSIC, including some of Handel's, Haydn's, Mozart's, and other standard composers' works. Also, a TEN-STOP HARMONIUM, in Walnut Case.: [356, 816, 700, 860]
- ad-text: Tickets (to admit Lady and Gentleman), One Guinea each; may be obtained of the Stewards, and at the principal business places in the district.: [17, 986, 331, 1031]
- case-title: V. R.: [725, 128, 805, 173]
- marsh-turner-ad: [356, 1374, 700, 1615]
